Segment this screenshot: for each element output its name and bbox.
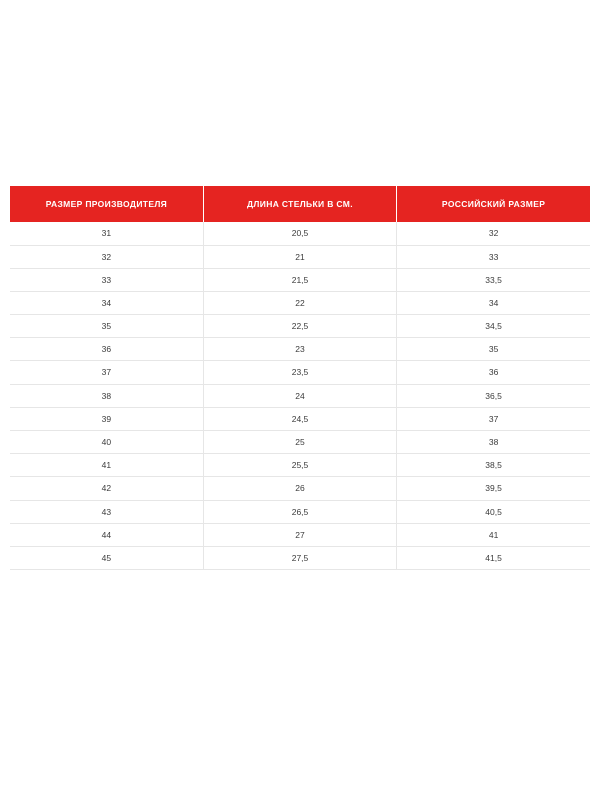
cell-russian-size: 39,5 — [397, 477, 590, 500]
table-row — [10, 500, 590, 523]
cell-insole-length: 24,5 — [203, 407, 396, 430]
cell-insole-length: 25,5 — [203, 454, 396, 477]
cell-insole-length: 27,5 — [203, 546, 396, 569]
cell-insole-length: 23,5 — [203, 361, 396, 384]
header-row — [10, 186, 590, 222]
cell-manufacturer-size: 41 — [10, 454, 203, 477]
cell-manufacturer-size: 37 — [10, 361, 203, 384]
size-table-header — [10, 186, 590, 222]
cell-russian-size: 41 — [397, 523, 590, 546]
table-row — [10, 338, 590, 361]
cell-russian-size: 32 — [397, 222, 590, 245]
cell-manufacturer-size: 44 — [10, 523, 203, 546]
header-cell-manufacturer-size: РАЗМЕР ПРОИЗВОДИТЕЛЯ — [10, 186, 203, 222]
table-row — [10, 222, 590, 245]
header-cell-insole-length: ДЛИНА СТЕЛЬКИ В СМ. — [203, 186, 396, 222]
cell-insole-length: 26,5 — [203, 500, 396, 523]
cell-insole-length: 27 — [203, 523, 396, 546]
table-row — [10, 454, 590, 477]
cell-russian-size: 37 — [397, 407, 590, 430]
cell-manufacturer-size: 33 — [10, 268, 203, 291]
cell-insole-length: 26 — [203, 477, 396, 500]
table-row — [10, 384, 590, 407]
table-row — [10, 546, 590, 569]
cell-russian-size: 40,5 — [397, 500, 590, 523]
table-row — [10, 523, 590, 546]
cell-insole-length: 21 — [203, 245, 396, 268]
table-row — [10, 431, 590, 454]
cell-insole-length: 25 — [203, 431, 396, 454]
cell-insole-length: 20,5 — [203, 222, 396, 245]
table-row — [10, 291, 590, 314]
cell-manufacturer-size: 36 — [10, 338, 203, 361]
cell-manufacturer-size: 45 — [10, 546, 203, 569]
table-row — [10, 268, 590, 291]
table-row — [10, 407, 590, 430]
size-table — [10, 186, 590, 570]
size-table-container — [10, 186, 590, 570]
table-row — [10, 315, 590, 338]
cell-manufacturer-size: 39 — [10, 407, 203, 430]
cell-manufacturer-size: 31 — [10, 222, 203, 245]
cell-russian-size: 36 — [397, 361, 590, 384]
table-row — [10, 477, 590, 500]
cell-russian-size: 38 — [397, 431, 590, 454]
header-cell-russian-size: РОССИЙСКИЙ РАЗМЕР — [397, 186, 590, 222]
cell-russian-size: 35 — [397, 338, 590, 361]
cell-manufacturer-size: 43 — [10, 500, 203, 523]
cell-russian-size: 33 — [397, 245, 590, 268]
cell-russian-size: 34,5 — [397, 315, 590, 338]
cell-insole-length: 24 — [203, 384, 396, 407]
table-row — [10, 361, 590, 384]
table-row — [10, 245, 590, 268]
cell-russian-size: 36,5 — [397, 384, 590, 407]
cell-manufacturer-size: 32 — [10, 245, 203, 268]
size-table-body — [10, 222, 590, 569]
cell-russian-size: 41,5 — [397, 546, 590, 569]
cell-manufacturer-size: 35 — [10, 315, 203, 338]
cell-insole-length: 21,5 — [203, 268, 396, 291]
cell-insole-length: 22 — [203, 291, 396, 314]
cell-russian-size: 33,5 — [397, 268, 590, 291]
cell-manufacturer-size: 40 — [10, 431, 203, 454]
cell-russian-size: 34 — [397, 291, 590, 314]
cell-manufacturer-size: 34 — [10, 291, 203, 314]
cell-insole-length: 23 — [203, 338, 396, 361]
cell-insole-length: 22,5 — [203, 315, 396, 338]
cell-manufacturer-size: 42 — [10, 477, 203, 500]
cell-russian-size: 38,5 — [397, 454, 590, 477]
cell-manufacturer-size: 38 — [10, 384, 203, 407]
